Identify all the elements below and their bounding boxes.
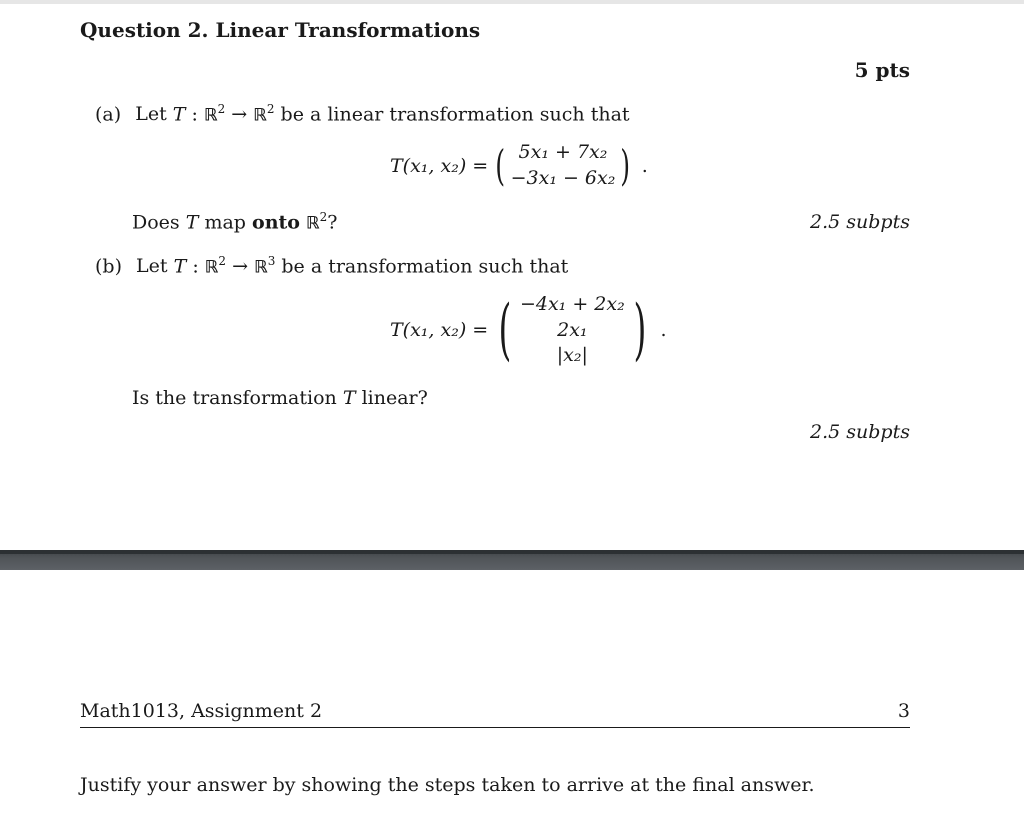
part-a-vector [511, 140, 616, 191]
right-paren: ) [633, 291, 647, 369]
part-a-R-domain: ℝ [203, 105, 218, 126]
part-b-colon: : [192, 255, 199, 278]
part-a-T: T [172, 103, 186, 126]
footer-rule [80, 727, 910, 728]
part-a-q-pre: Does [132, 211, 180, 234]
part-a-dim-domain: 2 [217, 102, 226, 116]
page-separator-edge [0, 550, 1024, 554]
part-a-period: . [641, 154, 648, 177]
part-a-q-T: T [185, 211, 199, 234]
part-a-lhs: T(x₁, x₂) = [390, 154, 489, 177]
part-a-q-onto: onto [252, 211, 300, 234]
left-paren: ( [495, 140, 506, 190]
footer-page-number: 3 [897, 700, 910, 722]
part-b-arrow: → [232, 255, 249, 278]
part-b-lhs: T(x₁, x₂) = [390, 319, 489, 342]
part-b-label: (b) [95, 255, 122, 278]
question-title: Question 2. Linear Transformations [80, 18, 481, 42]
part-a-arrow: → [231, 103, 248, 126]
part-a-row2: −3x₁ − 6x₂ [510, 166, 616, 189]
part-a-q-R: ℝ [306, 213, 320, 234]
part-b-intro-rest: be a transformation such that [281, 255, 569, 278]
page-top-edge [0, 0, 1024, 4]
part-b-R-domain: ℝ [204, 257, 219, 278]
part-a-equation [390, 140, 648, 191]
question-points: 5 pts [854, 58, 910, 82]
part-b-T: T [173, 255, 187, 278]
part-b-q-pre: Is the transformation [132, 387, 337, 409]
part-a-label: (a) [95, 103, 122, 126]
part-b-period: . [660, 319, 667, 342]
part-a-intro [95, 102, 630, 125]
part-a-let: Let [135, 103, 167, 126]
part-b-equation [390, 292, 667, 369]
left-paren: ( [498, 291, 512, 369]
part-a-colon: : [191, 103, 198, 126]
part-b-question [132, 387, 428, 409]
part-b-row1: −4x₁ + 2x₂ [519, 293, 625, 315]
part-a-intro-rest: be a linear transformation such that [280, 103, 630, 126]
part-b-vector [520, 292, 625, 369]
part-b-let: Let [136, 255, 168, 278]
footer-course: Math1013, Assignment 2 [80, 700, 323, 722]
part-b-dim-domain: 2 [218, 254, 227, 268]
right-paren: ) [620, 140, 631, 190]
part-a-subpts: 2.5 subpts [810, 211, 910, 233]
part-b-q-T: T [342, 387, 356, 409]
part-a-row1: 5x₁ + 7x₂ [518, 141, 608, 163]
part-b-row3: |x₂| [556, 344, 588, 367]
part-b-row2: 2x₁ [557, 318, 588, 341]
part-b-intro [95, 254, 568, 277]
part-b-subpts: 2.5 subpts [810, 421, 910, 443]
part-a-R-codomain: ℝ [253, 105, 267, 126]
part-a-q-end: ? [327, 211, 338, 234]
next-page-instruction: Justify your answer by showing the steps taken to arrive at the final answer. [80, 774, 815, 796]
part-b-R-codomain: ℝ [254, 257, 268, 278]
part-a-question [132, 210, 337, 233]
part-a-dim-codomain: 2 [266, 102, 275, 116]
part-a-q-sup: 2 [319, 210, 328, 224]
part-a-q-mid: map [204, 211, 246, 234]
part-b-dim-codomain: 3 [267, 254, 276, 268]
part-b-q-post: linear? [361, 387, 428, 409]
